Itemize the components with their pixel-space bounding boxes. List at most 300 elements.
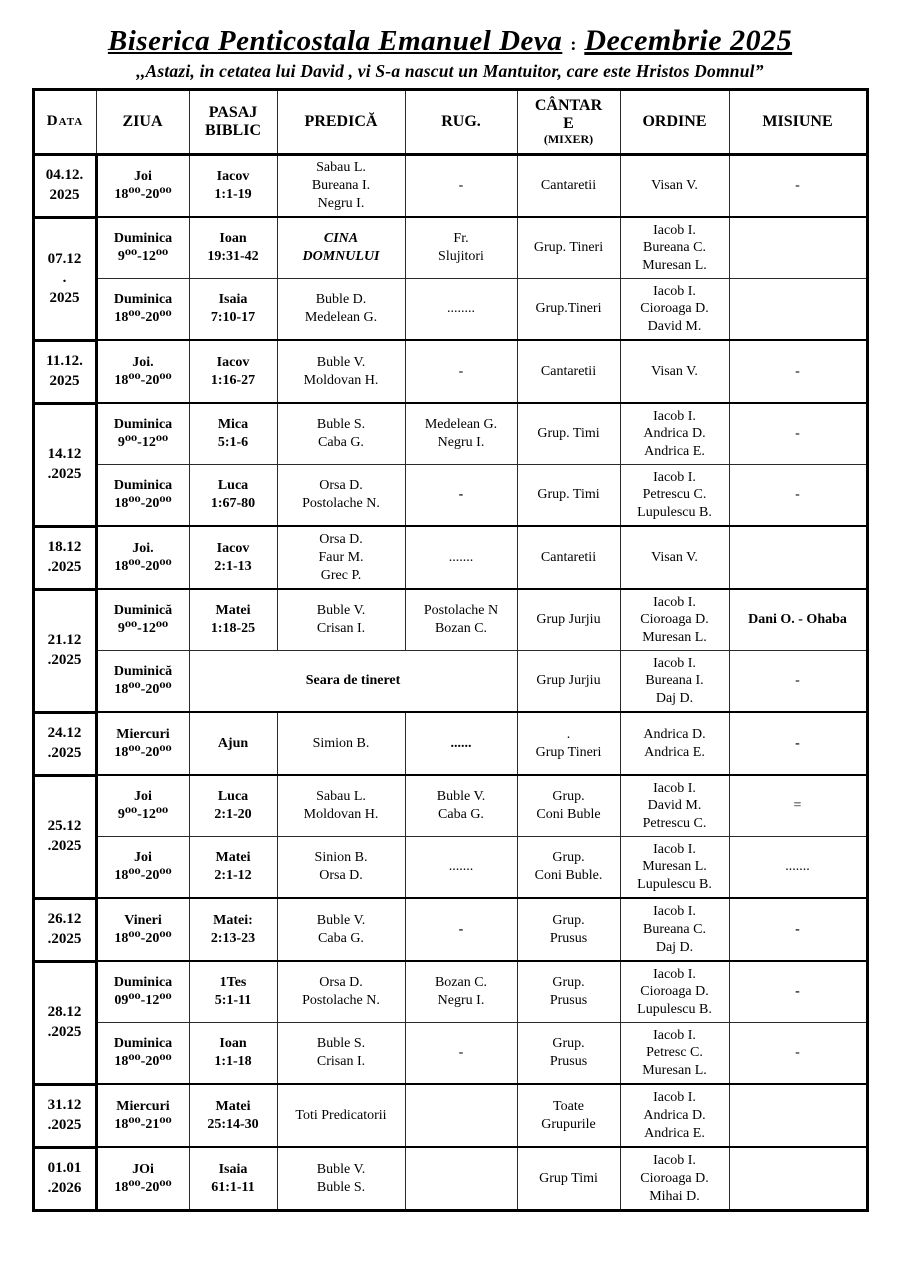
cell-line: ....... (448, 859, 474, 875)
misiune-cell (729, 340, 867, 403)
cell-line: Iacob I. (653, 655, 696, 671)
pasaj-cell (189, 775, 277, 837)
ordine-cell (620, 651, 729, 713)
ziua-cell (96, 651, 189, 713)
cell-line: .2025 (47, 558, 82, 575)
cell-line: Grup Tineri (535, 744, 602, 760)
rug-cell (405, 712, 517, 775)
column-header-predica (277, 89, 405, 154)
cell-line: 18⁰⁰-20⁰⁰ (114, 930, 172, 946)
cantare-cell (517, 340, 620, 403)
cell-line: 2:13-23 (210, 930, 256, 946)
cell-line: Grup. (552, 850, 585, 866)
cell-line: Duminica (113, 1036, 173, 1052)
cell-line: Dani O. - Ohaba (748, 612, 847, 628)
pasaj-cell (189, 217, 277, 279)
cell-line: .2025 (47, 1023, 82, 1040)
cell-line: Joi. (132, 354, 154, 370)
misiune-cell (729, 217, 867, 279)
cell-line: 09⁰⁰-12⁰⁰ (114, 993, 172, 1009)
cell-line: Caba G. (318, 930, 364, 946)
cantare-cell (517, 403, 620, 465)
cell-line: .2026 (47, 1179, 82, 1196)
misiune-cell (729, 589, 867, 651)
table-row (33, 403, 867, 465)
cell-line: ...... (450, 735, 472, 751)
table-row (33, 279, 867, 341)
cell-line: Prusus (549, 1054, 588, 1070)
cell-line: Faur M. (318, 549, 364, 565)
cell-line: Buble V. (316, 912, 366, 928)
cell-line: Visan V. (651, 363, 698, 379)
cell-line: Matei: (213, 912, 253, 928)
cell-line: 14.12 (47, 446, 82, 463)
rug-cell (405, 898, 517, 961)
cell-line: ORDINE (642, 112, 707, 130)
cell-line: Cioroaga D. (640, 1170, 709, 1186)
cell-line: Buble D. (315, 292, 367, 308)
cell-line: 21.12 (47, 632, 82, 649)
misiune-cell (729, 154, 867, 217)
cell-line: Duminica (113, 231, 173, 247)
header-row (33, 89, 867, 154)
pasaj-cell (189, 1147, 277, 1210)
cell-line: Joi (134, 850, 152, 866)
cell-line: Postolache N. (302, 993, 380, 1009)
cell-line: Bureana I. (311, 178, 371, 194)
date-cell (33, 961, 96, 1084)
ordine-cell (620, 403, 729, 465)
cell-line: Joi (134, 169, 152, 185)
cell-line: Cioroaga D. (640, 612, 709, 628)
cell-line: Joi (134, 789, 152, 805)
schedule-table (32, 88, 869, 1212)
date-cell (33, 526, 96, 589)
cell-line: 25.12 (47, 818, 82, 835)
cell-line: 2:1-20 (214, 807, 252, 823)
cell-line: 2:1-12 (214, 868, 252, 884)
ordine-cell (620, 217, 729, 279)
date-cell (33, 712, 96, 775)
table-row (33, 340, 867, 403)
pasaj-cell (189, 712, 277, 775)
cantare-cell (517, 1147, 620, 1210)
pasaj-cell (189, 279, 277, 341)
pasaj-cell (189, 403, 277, 465)
cell-line: 28.12 (47, 1004, 82, 1021)
cell-line: Visan V. (651, 178, 698, 194)
merged-pasaj-cell (189, 651, 517, 713)
misiune-cell (729, 403, 867, 465)
cell-line: Iacov (216, 540, 250, 556)
cell-line: Medelean G. (424, 417, 498, 433)
cell-line: Orsa D. (319, 478, 363, 494)
cell-line: BIBLIC (204, 121, 262, 139)
title-separator: : (570, 34, 577, 54)
cell-line: 26.12 (47, 911, 82, 928)
cell-line: .2025 (47, 1116, 82, 1133)
cell-line: Toate (553, 1098, 584, 1114)
church-name: Biserica Penticostala Emanuel Deva (107, 25, 563, 57)
cell-line: 2025 (49, 372, 80, 389)
cell-line: Data (46, 113, 84, 130)
table-row (33, 712, 867, 775)
cell-line: Daj D. (655, 691, 694, 707)
table-row (33, 837, 867, 899)
ziua-cell (96, 589, 189, 651)
cell-line: Matei (215, 603, 251, 619)
rug-cell (405, 837, 517, 899)
cell-line: Crisan I. (316, 621, 366, 637)
cell-line: - (458, 921, 464, 937)
cell-line: 24.12 (47, 725, 82, 742)
cantare-cell (517, 589, 620, 651)
ziua-cell (96, 1084, 189, 1147)
cell-line: Isaia (218, 292, 248, 308)
cell-line: 18⁰⁰-21⁰⁰ (114, 1116, 172, 1132)
cell-line: PASAJ (208, 103, 258, 121)
column-header-misiune (729, 89, 867, 154)
cell-line: 1:16-27 (210, 372, 256, 388)
ordine-cell (620, 340, 729, 403)
pasaj-cell (189, 465, 277, 527)
cell-line: Grup.Tineri (535, 301, 602, 317)
ordine-cell (620, 1147, 729, 1210)
pasaj-cell (189, 961, 277, 1023)
misiune-cell (729, 961, 867, 1023)
cell-line: Luca (217, 789, 249, 805)
ordine-cell (620, 961, 729, 1023)
cell-line: Grupurile (541, 1116, 596, 1132)
cell-line: 04.12. (45, 167, 84, 184)
cell-line: 18⁰⁰-20⁰⁰ (114, 744, 172, 760)
predica-cell (277, 465, 405, 527)
cell-line: Prusus (549, 930, 588, 946)
column-header-ziua (96, 89, 189, 154)
cell-line: Grup. (552, 789, 585, 805)
cell-line: Mihai D. (649, 1188, 700, 1204)
table-row (33, 526, 867, 589)
cell-line: Petrescu C. (642, 487, 707, 503)
cell-line: Grup. (552, 1036, 585, 1052)
cell-line: Andrica E. (644, 744, 705, 760)
ziua-cell (96, 403, 189, 465)
ziua-cell (96, 775, 189, 837)
cell-line: Iacob I. (653, 904, 696, 920)
cell-line: Iacob I. (653, 283, 696, 299)
cell-line: 07.12 (47, 250, 82, 267)
cell-line: - (458, 363, 464, 379)
cell-line: David M. (647, 798, 702, 814)
table-row (33, 961, 867, 1023)
cell-line: = (793, 798, 802, 814)
cell-line: 1:1-19 (214, 187, 252, 203)
cell-line: 25:14-30 (207, 1116, 259, 1132)
cell-line: - (795, 1045, 800, 1061)
cell-line: 61:1-11 (211, 1179, 255, 1195)
cell-line: CÂNTAR (534, 96, 603, 114)
cell-line: Muresan L. (642, 1063, 707, 1079)
cell-line: David M. (647, 319, 702, 335)
cell-line: Sinion B. (314, 850, 368, 866)
cell-line: Buble V. (316, 603, 366, 619)
cell-line: Simion B. (312, 735, 370, 751)
cell-line: 19:31-42 (207, 249, 259, 265)
cantare-cell (517, 837, 620, 899)
cell-line: Iacov (216, 169, 250, 185)
cantare-cell (517, 712, 620, 775)
cell-line: Iacob I. (653, 1152, 696, 1168)
cell-line: Postolache N (423, 603, 499, 619)
date-cell (33, 340, 96, 403)
cell-line: 18⁰⁰-20⁰⁰ (114, 1179, 172, 1195)
cell-line: 9⁰⁰-12⁰⁰ (117, 621, 169, 637)
table-row (33, 898, 867, 961)
cell-line: .2025 (47, 744, 82, 761)
cell-line: 1:67-80 (210, 496, 256, 512)
cantare-cell (517, 279, 620, 341)
ziua-cell (96, 1023, 189, 1085)
cell-line: Slujitori (438, 249, 484, 265)
cell-line: Duminica (113, 478, 173, 494)
predica-cell (277, 712, 405, 775)
cell-line: Buble S. (316, 1179, 366, 1195)
predica-cell (277, 1147, 405, 1210)
rug-cell (405, 279, 517, 341)
column-header-rug (405, 89, 517, 154)
predica-cell (277, 837, 405, 899)
cell-line: Grup. Timi (537, 426, 600, 442)
cell-line: RUG. (441, 112, 481, 130)
ziua-cell (96, 712, 189, 775)
cell-line: Muresan L. (642, 630, 707, 646)
cell-line: 11.12. (46, 353, 83, 370)
ordine-cell (620, 279, 729, 341)
column-header-cantare (517, 89, 620, 154)
predica-cell (277, 217, 405, 279)
ordine-cell (620, 589, 729, 651)
date-cell (33, 589, 96, 712)
cell-line: Iacob I. (653, 1090, 696, 1106)
cell-line: Orsa D. (319, 975, 363, 991)
table-row (33, 589, 867, 651)
cell-line: Iacob I. (653, 469, 696, 485)
cell-line: Matei (215, 1098, 251, 1114)
cantare-cell (517, 651, 620, 713)
misiune-cell (729, 775, 867, 837)
cell-line: Cioroaga D. (640, 301, 709, 317)
cell-line: 18⁰⁰-20⁰⁰ (114, 372, 172, 388)
cell-line: Cantaretii (540, 549, 597, 565)
cell-line: Bureana C. (643, 240, 706, 256)
ziua-cell (96, 217, 189, 279)
pasaj-cell (189, 898, 277, 961)
cell-line: Fr. (453, 231, 469, 247)
cell-line: Andrica E. (644, 444, 705, 460)
cell-line: Vineri (124, 912, 162, 928)
cell-line: Ioan (219, 1036, 247, 1052)
cell-line: Petrescu C. (642, 816, 707, 832)
cantare-cell (517, 1023, 620, 1085)
pasaj-cell (189, 340, 277, 403)
cell-line: Grup Jurjiu (536, 612, 601, 628)
predica-cell (277, 589, 405, 651)
predica-cell (277, 526, 405, 589)
table-header (33, 89, 867, 154)
cell-line: Duminică (113, 664, 173, 680)
misiune-cell (729, 837, 867, 899)
cantare-cell (517, 961, 620, 1023)
cell-line: . (566, 726, 571, 742)
page-title (0, 24, 900, 58)
table-row (33, 1023, 867, 1085)
cell-line: - (458, 178, 464, 194)
ordine-cell (620, 775, 729, 837)
cantare-cell (517, 775, 620, 837)
ordine-cell (620, 154, 729, 217)
misiune-cell (729, 712, 867, 775)
cell-line: Medelean G. (304, 310, 378, 326)
misiune-cell (729, 651, 867, 713)
cell-line: 01.01 (47, 1160, 82, 1177)
cell-line: Muresan L. (642, 258, 707, 274)
cell-line: Isaia (218, 1161, 248, 1177)
cell-line: - (458, 1045, 464, 1061)
date-cell (33, 1147, 96, 1210)
cell-line: Negru I. (437, 993, 485, 1009)
cantare-cell (517, 154, 620, 217)
cell-line: - (795, 487, 800, 503)
cell-line: Andrica E. (644, 1125, 705, 1141)
cell-line: .2025 (47, 465, 82, 482)
date-cell (33, 217, 96, 340)
predica-cell (277, 775, 405, 837)
cantare-cell (517, 465, 620, 527)
cell-line: 31.12 (47, 1097, 82, 1114)
cell-line: Grup. (552, 975, 585, 991)
cell-line: Coni Buble (536, 807, 601, 823)
ziua-cell (96, 279, 189, 341)
column-header-pasaj-biblic (189, 89, 277, 154)
cell-line: ....... (448, 549, 474, 565)
cell-line: 18⁰⁰-20⁰⁰ (114, 496, 172, 512)
cell-line: - (795, 735, 800, 751)
cell-line: 1:1-18 (214, 1054, 252, 1070)
ordine-cell (620, 1084, 729, 1147)
pasaj-cell (189, 837, 277, 899)
cell-line: Bozan C. (434, 621, 488, 637)
predica-cell (277, 279, 405, 341)
ziua-cell (96, 526, 189, 589)
column-header-data (33, 89, 96, 154)
predica-cell (277, 403, 405, 465)
cell-line: - (795, 673, 800, 689)
pasaj-cell (189, 526, 277, 589)
rug-cell (405, 775, 517, 837)
cantare-cell (517, 898, 620, 961)
cell-line: Bozan C. (434, 975, 488, 991)
date-cell (33, 154, 96, 217)
predica-cell (277, 154, 405, 217)
cell-line: Prusus (549, 993, 588, 1009)
ziua-cell (96, 961, 189, 1023)
cell-line: ZIUA (122, 112, 163, 130)
cell-line: Luca (217, 478, 249, 494)
ziua-cell (96, 837, 189, 899)
predica-cell (277, 898, 405, 961)
cell-line: Andrica D. (643, 726, 706, 742)
cell-line: Postolache N. (302, 496, 380, 512)
misiune-cell (729, 526, 867, 589)
cell-line: 2:1-13 (214, 558, 252, 574)
cell-line: 18⁰⁰-20⁰⁰ (114, 1054, 172, 1070)
cell-line: 9⁰⁰-12⁰⁰ (117, 435, 169, 451)
cell-line: Duminica (113, 975, 173, 991)
cell-line: 2025 (49, 186, 80, 203)
cell-line: Andrica D. (643, 1107, 706, 1123)
predica-cell (277, 1023, 405, 1085)
cell-line: 9⁰⁰-12⁰⁰ (117, 807, 169, 823)
rug-cell (405, 1147, 517, 1210)
misiune-cell (729, 1023, 867, 1085)
cantare-cell (517, 526, 620, 589)
cell-line: Muresan L. (642, 859, 707, 875)
table-row (33, 651, 867, 713)
cell-line: Grup Timi (539, 1170, 598, 1186)
cell-line: Orsa D. (319, 532, 363, 548)
column-header-ordine (620, 89, 729, 154)
rug-cell (405, 1023, 517, 1085)
rug-cell (405, 589, 517, 651)
verse-subtitle: ,,Astazi, in cetatea lui David , vi S-a nascut un Mantuitor, care este Hristos Domnul” (136, 60, 764, 81)
ordine-cell (620, 837, 729, 899)
cell-line: Moldovan H. (303, 807, 379, 823)
cell-line: - (795, 426, 800, 442)
ziua-cell (96, 340, 189, 403)
cell-line: Lupulescu B. (637, 877, 712, 893)
cell-line: Buble V. (316, 1161, 366, 1177)
cell-line: Joi. (132, 540, 154, 556)
cell-line: - (458, 487, 464, 503)
pasaj-cell (189, 1084, 277, 1147)
ordine-cell (620, 898, 729, 961)
cell-line: Iacob I. (653, 408, 696, 424)
date-cell (33, 1084, 96, 1147)
cell-line: Grup. Tineri (533, 240, 604, 256)
cell-line: DOMNULUI (302, 249, 380, 265)
cell-line: Caba G. (318, 435, 364, 451)
pasaj-cell (189, 1023, 277, 1085)
date-cell (33, 775, 96, 898)
cell-line: Ajun (217, 735, 249, 751)
cell-line: Petresc C. (646, 1045, 703, 1061)
misiune-cell (729, 279, 867, 341)
cell-line: Orsa D. (319, 868, 363, 884)
cell-line: Buble V. (436, 789, 486, 805)
table-row (33, 217, 867, 279)
rug-cell (405, 465, 517, 527)
cell-line: Buble S. (316, 1036, 366, 1052)
cell-line: Miercuri (116, 726, 170, 742)
table-row (33, 775, 867, 837)
cell-line: Iacob I. (653, 222, 696, 238)
cell-line: Iacob I. (653, 780, 696, 796)
cell-line: Cioroaga D. (640, 984, 709, 1000)
cell-line: Iacob I. (653, 966, 696, 982)
rug-cell (405, 217, 517, 279)
cell-line: 9⁰⁰-12⁰⁰ (117, 249, 169, 265)
ordine-cell (620, 526, 729, 589)
